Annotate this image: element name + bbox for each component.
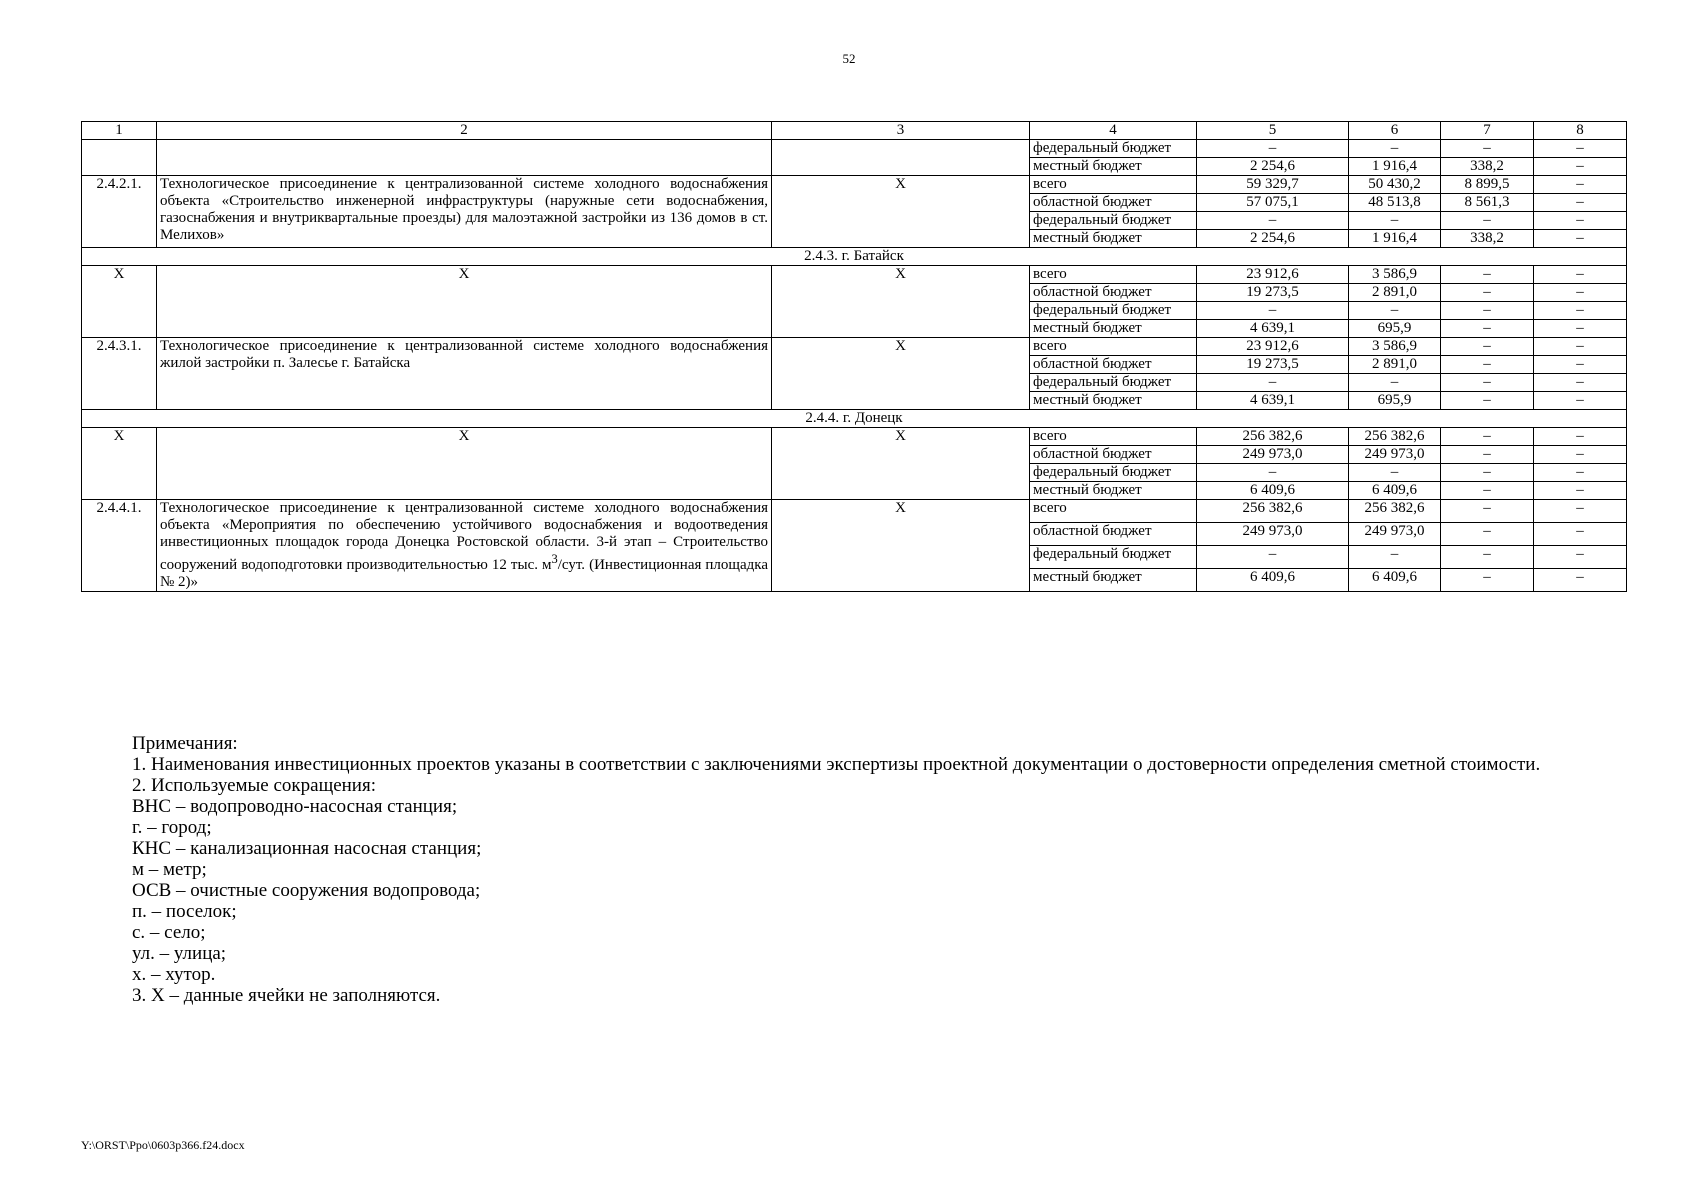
- value-cell: 59 329,7: [1197, 176, 1349, 194]
- value-cell: –: [1534, 338, 1627, 356]
- funding-label: всего: [1030, 338, 1197, 356]
- value-cell: –: [1534, 230, 1627, 248]
- section-row: [82, 410, 1627, 428]
- funding-label: местный бюджет: [1030, 230, 1197, 248]
- value-cell: 338,2: [1441, 230, 1534, 248]
- value-cell: –: [1534, 482, 1627, 500]
- value-cell: –: [1441, 356, 1534, 374]
- abbreviation: м – метр;: [132, 859, 207, 880]
- funding-label: всего: [1030, 176, 1197, 194]
- value-cell: –: [1441, 500, 1534, 523]
- abbreviation: г. – город;: [132, 817, 212, 838]
- x-cell: Х: [772, 428, 1030, 500]
- funding-label: местный бюджет: [1030, 392, 1197, 410]
- header-cell: 2: [157, 122, 772, 140]
- funding-label: всего: [1030, 428, 1197, 446]
- investment-table: [81, 121, 1627, 592]
- value-cell: –: [1441, 302, 1534, 320]
- value-cell: –: [1441, 428, 1534, 446]
- item-number: 2.4.4.1.: [82, 500, 157, 592]
- value-cell: –: [1534, 546, 1627, 569]
- header-cell: 1: [82, 122, 157, 140]
- item-number: 2.4.3.1.: [82, 338, 157, 410]
- section-row: [82, 248, 1627, 266]
- value-cell: 256 382,6: [1349, 500, 1441, 523]
- value-cell: –: [1197, 212, 1349, 230]
- funding-label: федеральный бюджет: [1030, 212, 1197, 230]
- value-cell: –: [1441, 374, 1534, 392]
- header-cell: 6: [1349, 122, 1441, 140]
- value-cell: –: [1534, 194, 1627, 212]
- abbreviation: с. – село;: [132, 922, 206, 943]
- x-cell: Х: [772, 176, 1030, 248]
- value-cell: 57 075,1: [1197, 194, 1349, 212]
- value-cell: 249 973,0: [1349, 446, 1441, 464]
- table-row: [82, 176, 1627, 194]
- value-cell: 3 586,9: [1349, 338, 1441, 356]
- value-cell: –: [1197, 140, 1349, 158]
- funding-label: федеральный бюджет: [1030, 302, 1197, 320]
- x-cell: Х: [82, 428, 157, 500]
- abbreviation: ОСВ – очистные сооружения водопровода;: [132, 880, 481, 901]
- value-cell: –: [1534, 302, 1627, 320]
- value-cell: 19 273,5: [1197, 284, 1349, 302]
- x-cell: Х: [157, 428, 772, 500]
- funding-label: областной бюджет: [1030, 523, 1197, 546]
- value-cell: 4 639,1: [1197, 320, 1349, 338]
- item-number: 2.4.2.1.: [82, 176, 157, 248]
- value-cell: –: [1441, 284, 1534, 302]
- empty-cell: [157, 140, 772, 176]
- empty-cell: [82, 140, 157, 176]
- value-cell: 338,2: [1441, 158, 1534, 176]
- value-cell: –: [1441, 482, 1534, 500]
- value-cell: –: [1534, 356, 1627, 374]
- value-cell: 8 561,3: [1441, 194, 1534, 212]
- funding-label: областной бюджет: [1030, 284, 1197, 302]
- table-row: [82, 500, 1627, 523]
- value-cell: 249 973,0: [1197, 523, 1349, 546]
- value-cell: 1 916,4: [1349, 230, 1441, 248]
- funding-label: федеральный бюджет: [1030, 140, 1197, 158]
- funding-label: всего: [1030, 266, 1197, 284]
- value-cell: –: [1441, 446, 1534, 464]
- value-cell: –: [1441, 266, 1534, 284]
- value-cell: –: [1197, 546, 1349, 569]
- note-1: 1. Наименования инвестиционных проектов указаны в соответствии с заключениями экспертизы проектной документации о достоверности определения сметной стоимости.: [132, 754, 1541, 775]
- value-cell: 6 409,6: [1197, 569, 1349, 592]
- notes-section: [132, 733, 1632, 1006]
- value-cell: 2 891,0: [1349, 284, 1441, 302]
- project-name: Технологическое присоединение к централизованной системе холодного водоснабжения жилой застройки п. Залесье г. Батайска: [157, 338, 772, 410]
- value-cell: –: [1349, 140, 1441, 158]
- table-row: [82, 428, 1627, 446]
- value-cell: –: [1441, 212, 1534, 230]
- value-cell: –: [1441, 140, 1534, 158]
- superscript-three: 3: [551, 552, 558, 566]
- abbreviation: ул. – улица;: [132, 943, 227, 964]
- value-cell: –: [1534, 320, 1627, 338]
- project-name: [157, 500, 772, 592]
- value-cell: –: [1534, 284, 1627, 302]
- value-cell: –: [1349, 302, 1441, 320]
- project-name-text: Технологическое присоединение к централизованной системе холодного водоснабжения объекта «Мероприятия по обеспечению устойчивого водоснабжения и водоотведения инвестиционных площадок города Донецка Ростовской области. 3-й этап – Строительство сооружений водоподготовки производительностью 12 тыс. м: [160, 500, 768, 573]
- note-3: 3. Х – данные ячейки не заполняются.: [132, 985, 441, 1006]
- value-cell: –: [1534, 392, 1627, 410]
- funding-label: местный бюджет: [1030, 482, 1197, 500]
- value-cell: 19 273,5: [1197, 356, 1349, 374]
- value-cell: –: [1534, 176, 1627, 194]
- table-row: [82, 140, 1627, 158]
- value-cell: 695,9: [1349, 320, 1441, 338]
- funding-label: местный бюджет: [1030, 569, 1197, 592]
- header-cell: 3: [772, 122, 1030, 140]
- table-row: [82, 338, 1627, 356]
- value-cell: 2 254,6: [1197, 158, 1349, 176]
- file-path-footer: Y:\ORST\Ppo\0603p366.f24.docx: [81, 1138, 245, 1152]
- value-cell: 6 409,6: [1349, 569, 1441, 592]
- value-cell: –: [1534, 500, 1627, 523]
- value-cell: 3 586,9: [1349, 266, 1441, 284]
- section-title: 2.4.3. г. Батайск: [82, 248, 1627, 266]
- value-cell: –: [1441, 320, 1534, 338]
- section-title: 2.4.4. г. Донецк: [82, 410, 1627, 428]
- value-cell: –: [1349, 374, 1441, 392]
- x-cell: Х: [772, 500, 1030, 592]
- funding-label: местный бюджет: [1030, 158, 1197, 176]
- value-cell: 8 899,5: [1441, 176, 1534, 194]
- x-cell: Х: [772, 266, 1030, 338]
- project-name: Технологическое присоединение к централизованной системе холодного водоснабжения объекта «Строительство инженерной инфраструктуры (наружные сети водоснабжения, газоснабжения и внутриквартальные проезды) для малоэтажной застройки из 136 домов в ст. Мелихов»: [157, 176, 772, 248]
- value-cell: 23 912,6: [1197, 266, 1349, 284]
- value-cell: 1 916,4: [1349, 158, 1441, 176]
- funding-label: областной бюджет: [1030, 446, 1197, 464]
- funding-label: федеральный бюджет: [1030, 464, 1197, 482]
- empty-cell: [772, 140, 1030, 176]
- funding-label: областной бюджет: [1030, 194, 1197, 212]
- value-cell: 23 912,6: [1197, 338, 1349, 356]
- abbreviation: КНС – канализационная насосная станция;: [132, 838, 482, 859]
- value-cell: –: [1349, 212, 1441, 230]
- value-cell: –: [1534, 212, 1627, 230]
- page-number: 52: [842, 51, 856, 66]
- value-cell: 4 639,1: [1197, 392, 1349, 410]
- x-cell: Х: [82, 266, 157, 338]
- value-cell: 6 409,6: [1349, 482, 1441, 500]
- header-cell: 8: [1534, 122, 1627, 140]
- funding-label: всего: [1030, 500, 1197, 523]
- notes-title: Примечания:: [132, 733, 238, 754]
- header-cell: 7: [1441, 122, 1534, 140]
- value-cell: 256 382,6: [1197, 428, 1349, 446]
- value-cell: 6 409,6: [1197, 482, 1349, 500]
- value-cell: 249 973,0: [1197, 446, 1349, 464]
- value-cell: –: [1534, 523, 1627, 546]
- value-cell: –: [1349, 546, 1441, 569]
- value-cell: –: [1441, 392, 1534, 410]
- value-cell: –: [1441, 569, 1534, 592]
- value-cell: –: [1534, 158, 1627, 176]
- value-cell: –: [1534, 464, 1627, 482]
- table-row: [82, 266, 1627, 284]
- header-cell: 5: [1197, 122, 1349, 140]
- header-row: [82, 122, 1627, 140]
- note-2: 2. Используемые сокращения:: [132, 775, 376, 796]
- x-cell: Х: [157, 266, 772, 338]
- funding-label: областной бюджет: [1030, 356, 1197, 374]
- value-cell: –: [1534, 140, 1627, 158]
- x-cell: Х: [772, 338, 1030, 410]
- value-cell: –: [1349, 464, 1441, 482]
- value-cell: –: [1534, 446, 1627, 464]
- funding-label: федеральный бюджет: [1030, 546, 1197, 569]
- abbreviation: ВНС – водопроводно-насосная станция;: [132, 796, 458, 817]
- value-cell: –: [1441, 546, 1534, 569]
- value-cell: –: [1197, 302, 1349, 320]
- value-cell: 256 382,6: [1197, 500, 1349, 523]
- value-cell: –: [1197, 464, 1349, 482]
- funding-label: федеральный бюджет: [1030, 374, 1197, 392]
- value-cell: –: [1441, 523, 1534, 546]
- value-cell: 2 891,0: [1349, 356, 1441, 374]
- funding-label: местный бюджет: [1030, 320, 1197, 338]
- value-cell: –: [1534, 266, 1627, 284]
- value-cell: –: [1534, 569, 1627, 592]
- value-cell: 256 382,6: [1349, 428, 1441, 446]
- project-name-text-end: /сут. (Инвестиционная площадка № 2)»: [160, 557, 768, 590]
- value-cell: –: [1534, 428, 1627, 446]
- value-cell: 48 513,8: [1349, 194, 1441, 212]
- abbreviation: х. – хутор.: [132, 964, 216, 985]
- value-cell: 249 973,0: [1349, 523, 1441, 546]
- header-cell: 4: [1030, 122, 1197, 140]
- value-cell: 695,9: [1349, 392, 1441, 410]
- value-cell: –: [1197, 374, 1349, 392]
- abbreviation: п. – поселок;: [132, 901, 237, 922]
- value-cell: –: [1441, 338, 1534, 356]
- value-cell: 2 254,6: [1197, 230, 1349, 248]
- value-cell: 50 430,2: [1349, 176, 1441, 194]
- value-cell: –: [1534, 374, 1627, 392]
- value-cell: –: [1441, 464, 1534, 482]
